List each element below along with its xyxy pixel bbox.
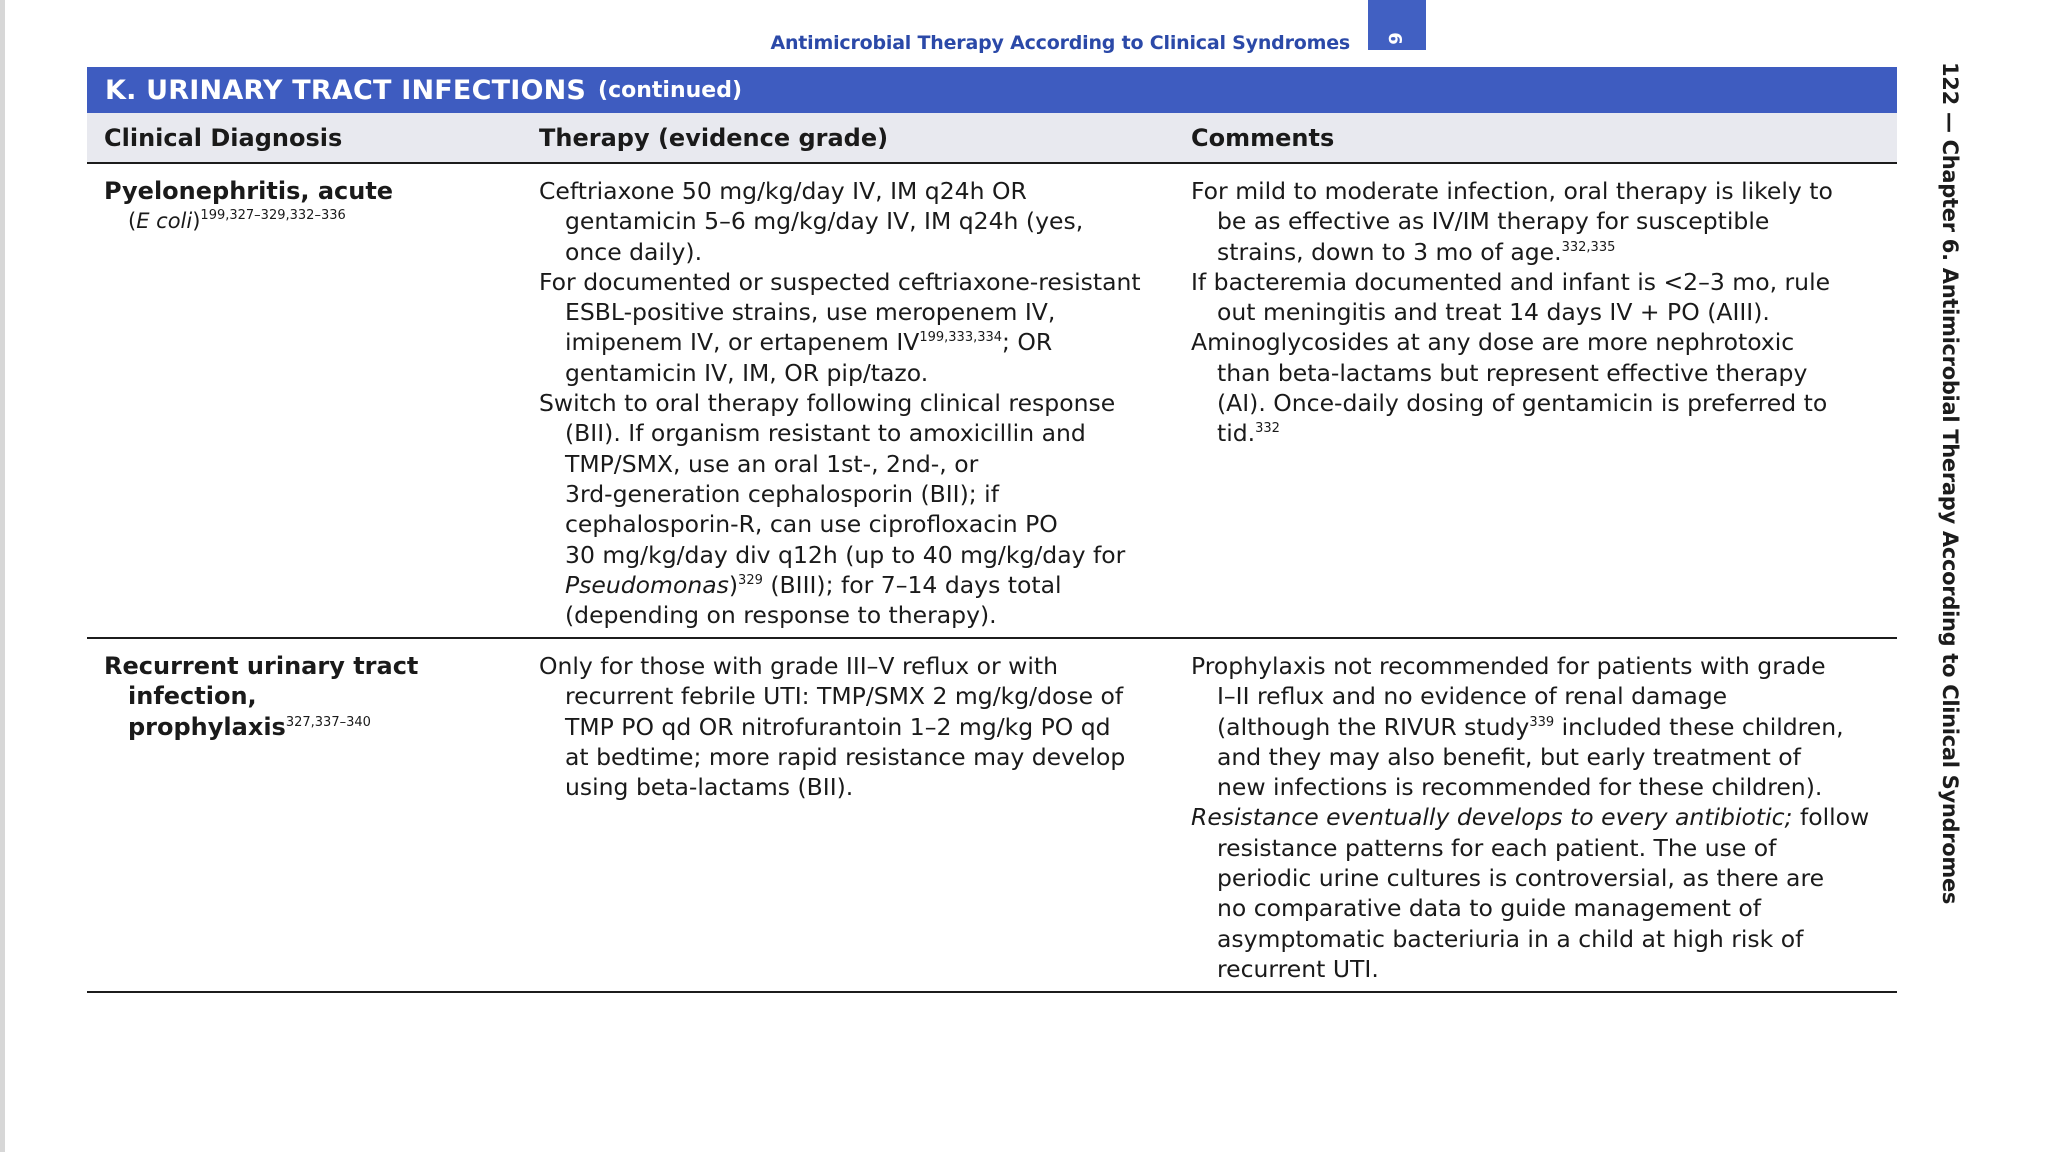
text-line xyxy=(565,570,1191,600)
therapy-paragraph xyxy=(539,267,1191,388)
diagnosis-name: Pyelonephritis, acute xyxy=(104,177,394,205)
text-line: TMP PO qd OR nitrofurantoin 1–2 mg/kg PO qd xyxy=(565,712,1111,741)
text-line: new infections is recommended for these children). xyxy=(1217,773,1823,802)
organism-name: Pseudomonas xyxy=(565,570,729,599)
text-line: recurrent UTI. xyxy=(1217,954,1379,983)
text-line: 3rd-generation cephalosporin (BII); if xyxy=(565,479,999,508)
text-line: and they may also benefit, but early treatment of xyxy=(1217,742,1801,771)
text-line xyxy=(1217,712,1897,742)
text-line: (BII). If organism resistant to amoxicillin and xyxy=(565,419,1086,448)
section-continued-label: (continued) xyxy=(598,77,743,103)
text-line: Ceftriaxone 50 mg/kg/day IV, IM q24h OR xyxy=(539,177,1027,205)
text-line: recurrent febrile UTI: TMP/SMX 2 mg/kg/dose of xyxy=(565,682,1124,711)
column-header-clinical-diagnosis: Clinical Diagnosis xyxy=(104,123,343,152)
comments-cell xyxy=(1191,651,1897,991)
text-line: Prophylaxis not recommended for patients with grade xyxy=(1191,652,1826,680)
text-fragment: (BIII); for 7–14 days total xyxy=(762,570,1062,599)
text-line: Only for those with grade III–V reflux or with xyxy=(539,652,1059,680)
text-line: I–II reflux and no evidence of renal damage xyxy=(1217,682,1728,711)
text-line: at bedtime; more rapid resistance may develop xyxy=(565,742,1126,771)
side-running-head xyxy=(1930,62,1970,905)
reference-superscript: 332,335 xyxy=(1561,239,1616,255)
text-fragment: tid. xyxy=(1217,419,1256,448)
text-line: out meningitis and treat 14 days IV + PO (AIII). xyxy=(1217,298,1770,327)
text-line: asymptomatic bacteriuria in a child at high risk of xyxy=(1217,924,1804,953)
text-line: gentamicin IV, IM, OR pip/tazo. xyxy=(565,358,929,387)
text-fragment: follow xyxy=(1792,803,1870,832)
therapy-paragraph xyxy=(539,388,1191,630)
table-row xyxy=(87,164,1897,639)
text-line: infection, xyxy=(128,682,257,711)
reference-superscript: 329 xyxy=(738,572,763,588)
text-line xyxy=(104,712,539,742)
reference-superscript: 332 xyxy=(1255,421,1280,437)
comments-cell xyxy=(1191,176,1897,637)
text-line: If bacteremia documented and infant is <2–3 mo, rule xyxy=(1191,267,1831,296)
running-header: Antimicrobial Therapy According to Clinical Syndromes xyxy=(770,32,1350,54)
therapy-paragraph xyxy=(539,176,1191,267)
diagnosis-name xyxy=(104,651,539,742)
reference-superscript: 327,337–340 xyxy=(285,714,371,730)
text-line: ESBL-positive strains, use meropenem IV, xyxy=(565,298,1056,327)
text-line xyxy=(1217,418,1897,448)
text-line: gentamicin 5–6 mg/kg/day IV, IM q24h (yes, xyxy=(565,207,1084,236)
text-line: TMP/SMX, use an oral 1st-, 2nd-, or xyxy=(565,449,979,478)
text-line: (AI). Once-daily dosing of gentamicin is preferred to xyxy=(1217,389,1828,418)
text-fragment: (although the RIVUR study xyxy=(1217,712,1530,741)
text-line: For mild to moderate infection, oral therapy is likely to xyxy=(1191,177,1833,205)
text-fragment: ) xyxy=(728,570,739,599)
comment-paragraph xyxy=(1191,327,1897,448)
section-title: K. URINARY TRACT INFECTIONS xyxy=(105,74,587,106)
organism-name: E coli xyxy=(136,209,193,234)
text-fragment: prophylaxis xyxy=(128,712,286,741)
text-line: Recurrent urinary tract xyxy=(104,652,419,680)
chapter-tab xyxy=(1368,0,1426,50)
text-line: be as effective as IV/IM therapy for susceptible xyxy=(1217,207,1770,236)
italic-lead-text: Resistance eventually develops to every antibiotic; xyxy=(1191,803,1793,832)
text-line: cephalosporin-R, can use ciprofloxacin PO xyxy=(565,510,1058,539)
text-line: resistance patterns for each patient. The use of xyxy=(1217,833,1777,862)
text-line: Aminoglycosides at any dose are more nephrotoxic xyxy=(1191,328,1795,357)
text-fragment: ; OR xyxy=(1002,328,1053,357)
comment-paragraph xyxy=(1191,802,1897,984)
text-line: once daily). xyxy=(565,237,703,266)
diagnosis-organism: (E coli)$^{199,327-329,332-336}$ xyxy=(128,208,346,234)
reference-superscript: 339 xyxy=(1529,714,1555,730)
text-line: than beta-lactams but represent effective therapy xyxy=(1217,358,1808,387)
text-line: (depending on response to therapy). xyxy=(565,601,997,630)
text-line: using beta-lactams (BII). xyxy=(565,773,854,802)
text-fragment: strains, down to 3 mo of age. xyxy=(1217,237,1562,266)
text-fragment: included these children, xyxy=(1554,712,1844,741)
comment-paragraph xyxy=(1191,651,1897,802)
section-title-bar xyxy=(87,67,1897,113)
text-line: For documented or suspected ceftriaxone-resistant xyxy=(539,267,1141,296)
therapy-cell xyxy=(539,176,1191,637)
text-line xyxy=(1217,237,1897,267)
text-fragment: imipenem IV, or ertapenem IV xyxy=(565,328,920,357)
therapy-paragraph xyxy=(539,651,1191,802)
reference-superscript: 199,327–329,332–336 xyxy=(200,208,346,224)
chapter-tab-number: 6 xyxy=(1383,32,1405,45)
text-line xyxy=(1191,802,1897,832)
page-left-edge xyxy=(0,0,5,1152)
diagnosis-cell xyxy=(87,651,539,991)
reference-superscript: 199,333,334 xyxy=(919,330,1003,346)
text-line: periodic urine cultures is controversial, as there are xyxy=(1217,864,1825,893)
therapy-cell xyxy=(539,651,1191,991)
text-line xyxy=(565,327,1191,357)
column-header-comments: Comments xyxy=(1191,123,1335,152)
text-line: Switch to oral therapy following clinical response xyxy=(539,389,1116,418)
text-line: 30 mg/kg/day div q12h (up to 40 mg/kg/day for xyxy=(565,540,1126,569)
side-running-head-text: 122 — Chapter 6. Antimicrobial Therapy According to Clinical Syndromes xyxy=(1938,62,1962,905)
table-header-row xyxy=(87,113,1897,164)
comment-paragraph xyxy=(1191,267,1897,328)
comment-paragraph xyxy=(1191,176,1897,267)
diagnosis-cell xyxy=(87,176,539,637)
therapy-table xyxy=(87,113,1897,993)
column-header-therapy: Therapy (evidence grade) xyxy=(539,123,889,152)
text-line: no comparative data to guide management of xyxy=(1217,894,1762,923)
table-row xyxy=(87,639,1897,993)
